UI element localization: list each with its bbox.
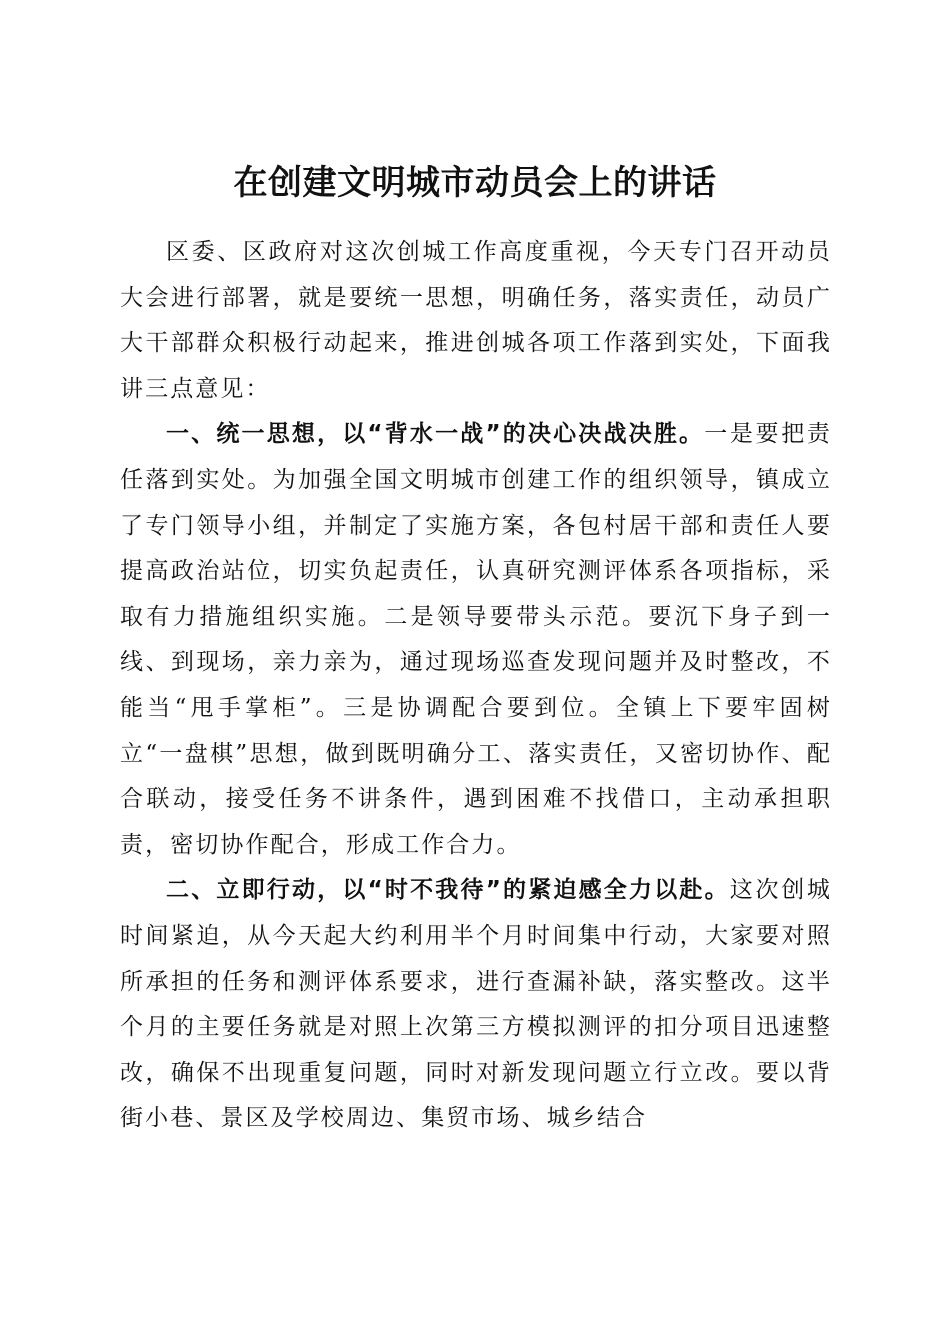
intro-paragraph: 区委、区政府对这次创城工作高度重视，今天专门召开动员大会进行部署，就是要统一思想，明确任务，落实责任，动员广大干部群众积极行动起来，推进创城各项工作落到实处，下面我讲三点意见： xyxy=(120,239,832,402)
document-body xyxy=(120,230,832,1142)
section-body-1: 一是要把责任落到实处。为加强全国文明城市创建工作的组织领导，镇成立了专门领导小组，并制定了实施方案，各包村居干部和责任人要提高政治站位，切实负起责任，认真研究测评体系各项指标，采取有力措施组织实施。二是领导要带头示范。要沉下身子到一线、到现场，亲力亲为，通过现场巡查发现问题并及时整改，不能当“甩手掌柜”。三是协调配合要到位。全镇上下要牢固树立“一盘棋”思想，做到既明确分工、落实责任，又密切协作、配合联动，接受任务不讲条件，遇到困难不找借口，主动承担职责，密切协作配合，形成工作合力。 xyxy=(120,421,833,858)
section-heading-1: 一、统一思想，以“背水一战”的决心决战决胜。 xyxy=(166,421,705,448)
section-paragraph-1 xyxy=(120,412,832,868)
section-body-2: 这次创城时间紧迫，从今天起大约利用半个月时间集中行动，大家要对照所承担的任务和测评体系要求，进行查漏补缺，落实整改。这半个月的主要任务就是对照上次第三方模拟测评的扣分项目迅速整改，确保不出现重复问题，同时对新发现问题立行立改。要以背街小巷、景区及学校周边、集贸市场、城乡结合 xyxy=(120,877,832,1132)
section-paragraph-2 xyxy=(120,868,832,1142)
section-heading-2: 二、立即行动，以“时不我待”的紧迫感全力以赴。 xyxy=(166,877,730,904)
page-title: 在创建文明城市动员会上的讲话 xyxy=(233,162,717,203)
